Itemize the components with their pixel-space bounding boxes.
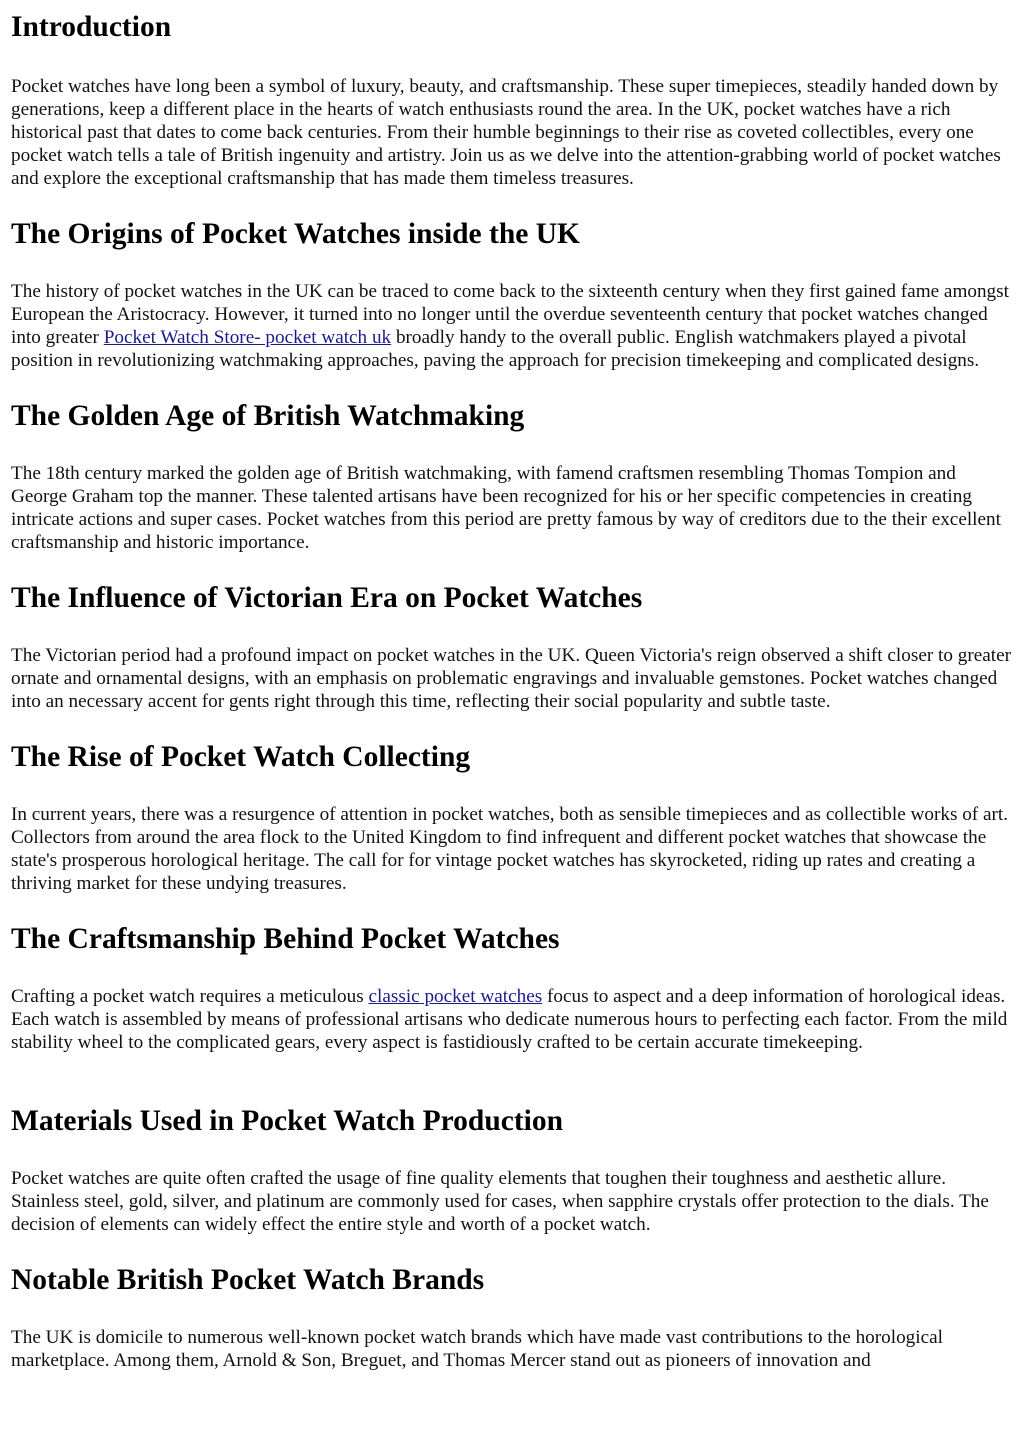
classic-pocket-watches-link[interactable]: classic pocket watches [368, 986, 543, 1007]
section-golden-age [11, 399, 1016, 554]
section-heading: The Craftsmanship Behind Pocket Watches [11, 923, 560, 955]
section-heading: The Golden Age of British Watchmaking [11, 400, 525, 432]
section-collecting [11, 740, 1016, 895]
section-paragraph: The UK is domicile to numerous well-known pocket watch brands which have made vast contributions to the horological marketplace. Among them, Arnold & Son, Breguet, and Thomas Mercer stand out as pioneers of innovation and [11, 1327, 943, 1371]
section-paragraph [11, 280, 1016, 372]
section-paragraph: Pocket watches have long been a symbol of luxury, beauty, and craftsmanship. These super timepieces, steadily handed down by generations, keep a different place in the hearts of watch enthusiasts round the area. In the UK, pocket watches have a rich historical past that dates to come back centuries. From their humble beginnings to their rise as coveted collectibles, every one pocket watch tells a tale of British ingenuity and artistry. Join us as we delve into the attention-grabbing world of pocket watches and explore the exceptional craftsmanship that has made them timeless treasures. [11, 76, 1001, 189]
section-paragraph [11, 985, 1016, 1054]
section-craftsmanship [11, 922, 1016, 1077]
paragraph-text: focus to aspect and a deep information of horological ideas. Each watch is assembled by means of professional artisans who dedicate numerous hours to perfecting each factor. From the mild stability wheel to the complicated gears, every aspect is fastidiously crafted to be certain accurate timekeeping. [11, 986, 1008, 1053]
section-paragraph: The 18th century marked the golden age of British watchmaking, with famend craftsmen resembling Thomas Tompion and George Graham top the manner. These talented artisans have been recognized for his or her specific competencies in creating intricate actions and super cases. Pocket watches from this period are pretty famous by way of creditors due to the their excellent craftsmanship and historic importance. [11, 463, 1001, 553]
section-heading: Materials Used in Pocket Watch Production [11, 1105, 564, 1137]
section-paragraph: The Victorian period had a profound impact on pocket watches in the UK. Queen Victoria's reign observed a shift closer to greater ornate and ornamental designs, with an emphasis on problematic engravings and invaluable gemstones. Pocket watches changed into an necessary accent for gents right through this time, reflecting their social popularity and subtle taste. [11, 645, 1011, 712]
paragraph-text: broadly handy to the overall public. English watchmakers played a pivotal position in revolutionizing watchmaking approaches, paving the approach for precision timekeeping and complicated designs. [11, 327, 980, 371]
section-paragraph: In current years, there was a resurgence of attention in pocket watches, both as sensible timepieces and as collectible works of art. Collectors from around the area flock to the United Kingdom to find infrequent and different pocket watches that showcase the state's prosperous horological heritage. The call for for vintage pocket watches has skyrocketed, riding up rates and creating a thriving market for these undying treasures. [11, 804, 1009, 894]
section-paragraph: Pocket watches are quite often crafted the usage of fine quality elements that toughen their toughness and aesthetic allure. Stainless steel, gold, silver, and platinum are commonly used for cases, when sapphire crystals offer protection to the dials. The decision of elements can widely effect the entire style and worth of a pocket watch. [11, 1168, 989, 1235]
section-heading: Notable British Pocket Watch Brands [11, 1264, 485, 1296]
section-brands [11, 1263, 1016, 1372]
section-heading: The Rise of Pocket Watch Collecting [11, 741, 471, 773]
section-origins [11, 217, 1016, 372]
section-materials [11, 1104, 1016, 1236]
paragraph-text: Crafting a pocket watch requires a meticulous [11, 986, 369, 1007]
paragraph-text: The history of pocket watches in the UK can be traced to come back to the sixteenth century when they first gained fame amongst European the Aristocracy. However, it turned into no longer until the overdue seventeenth century that pocket watches changed into greater [11, 281, 1009, 348]
pocket-watch-store-link[interactable]: Pocket Watch Store- pocket watch uk [103, 327, 392, 348]
section-heading: The Influence of Victorian Era on Pocket Watches [11, 582, 643, 614]
section-heading: The Origins of Pocket Watches inside the UK [11, 218, 580, 250]
section-victorian-era [11, 581, 1016, 713]
blank-line [11, 1054, 1016, 1077]
section-introduction [11, 0, 1016, 190]
section-heading: Introduction [11, 11, 172, 43]
